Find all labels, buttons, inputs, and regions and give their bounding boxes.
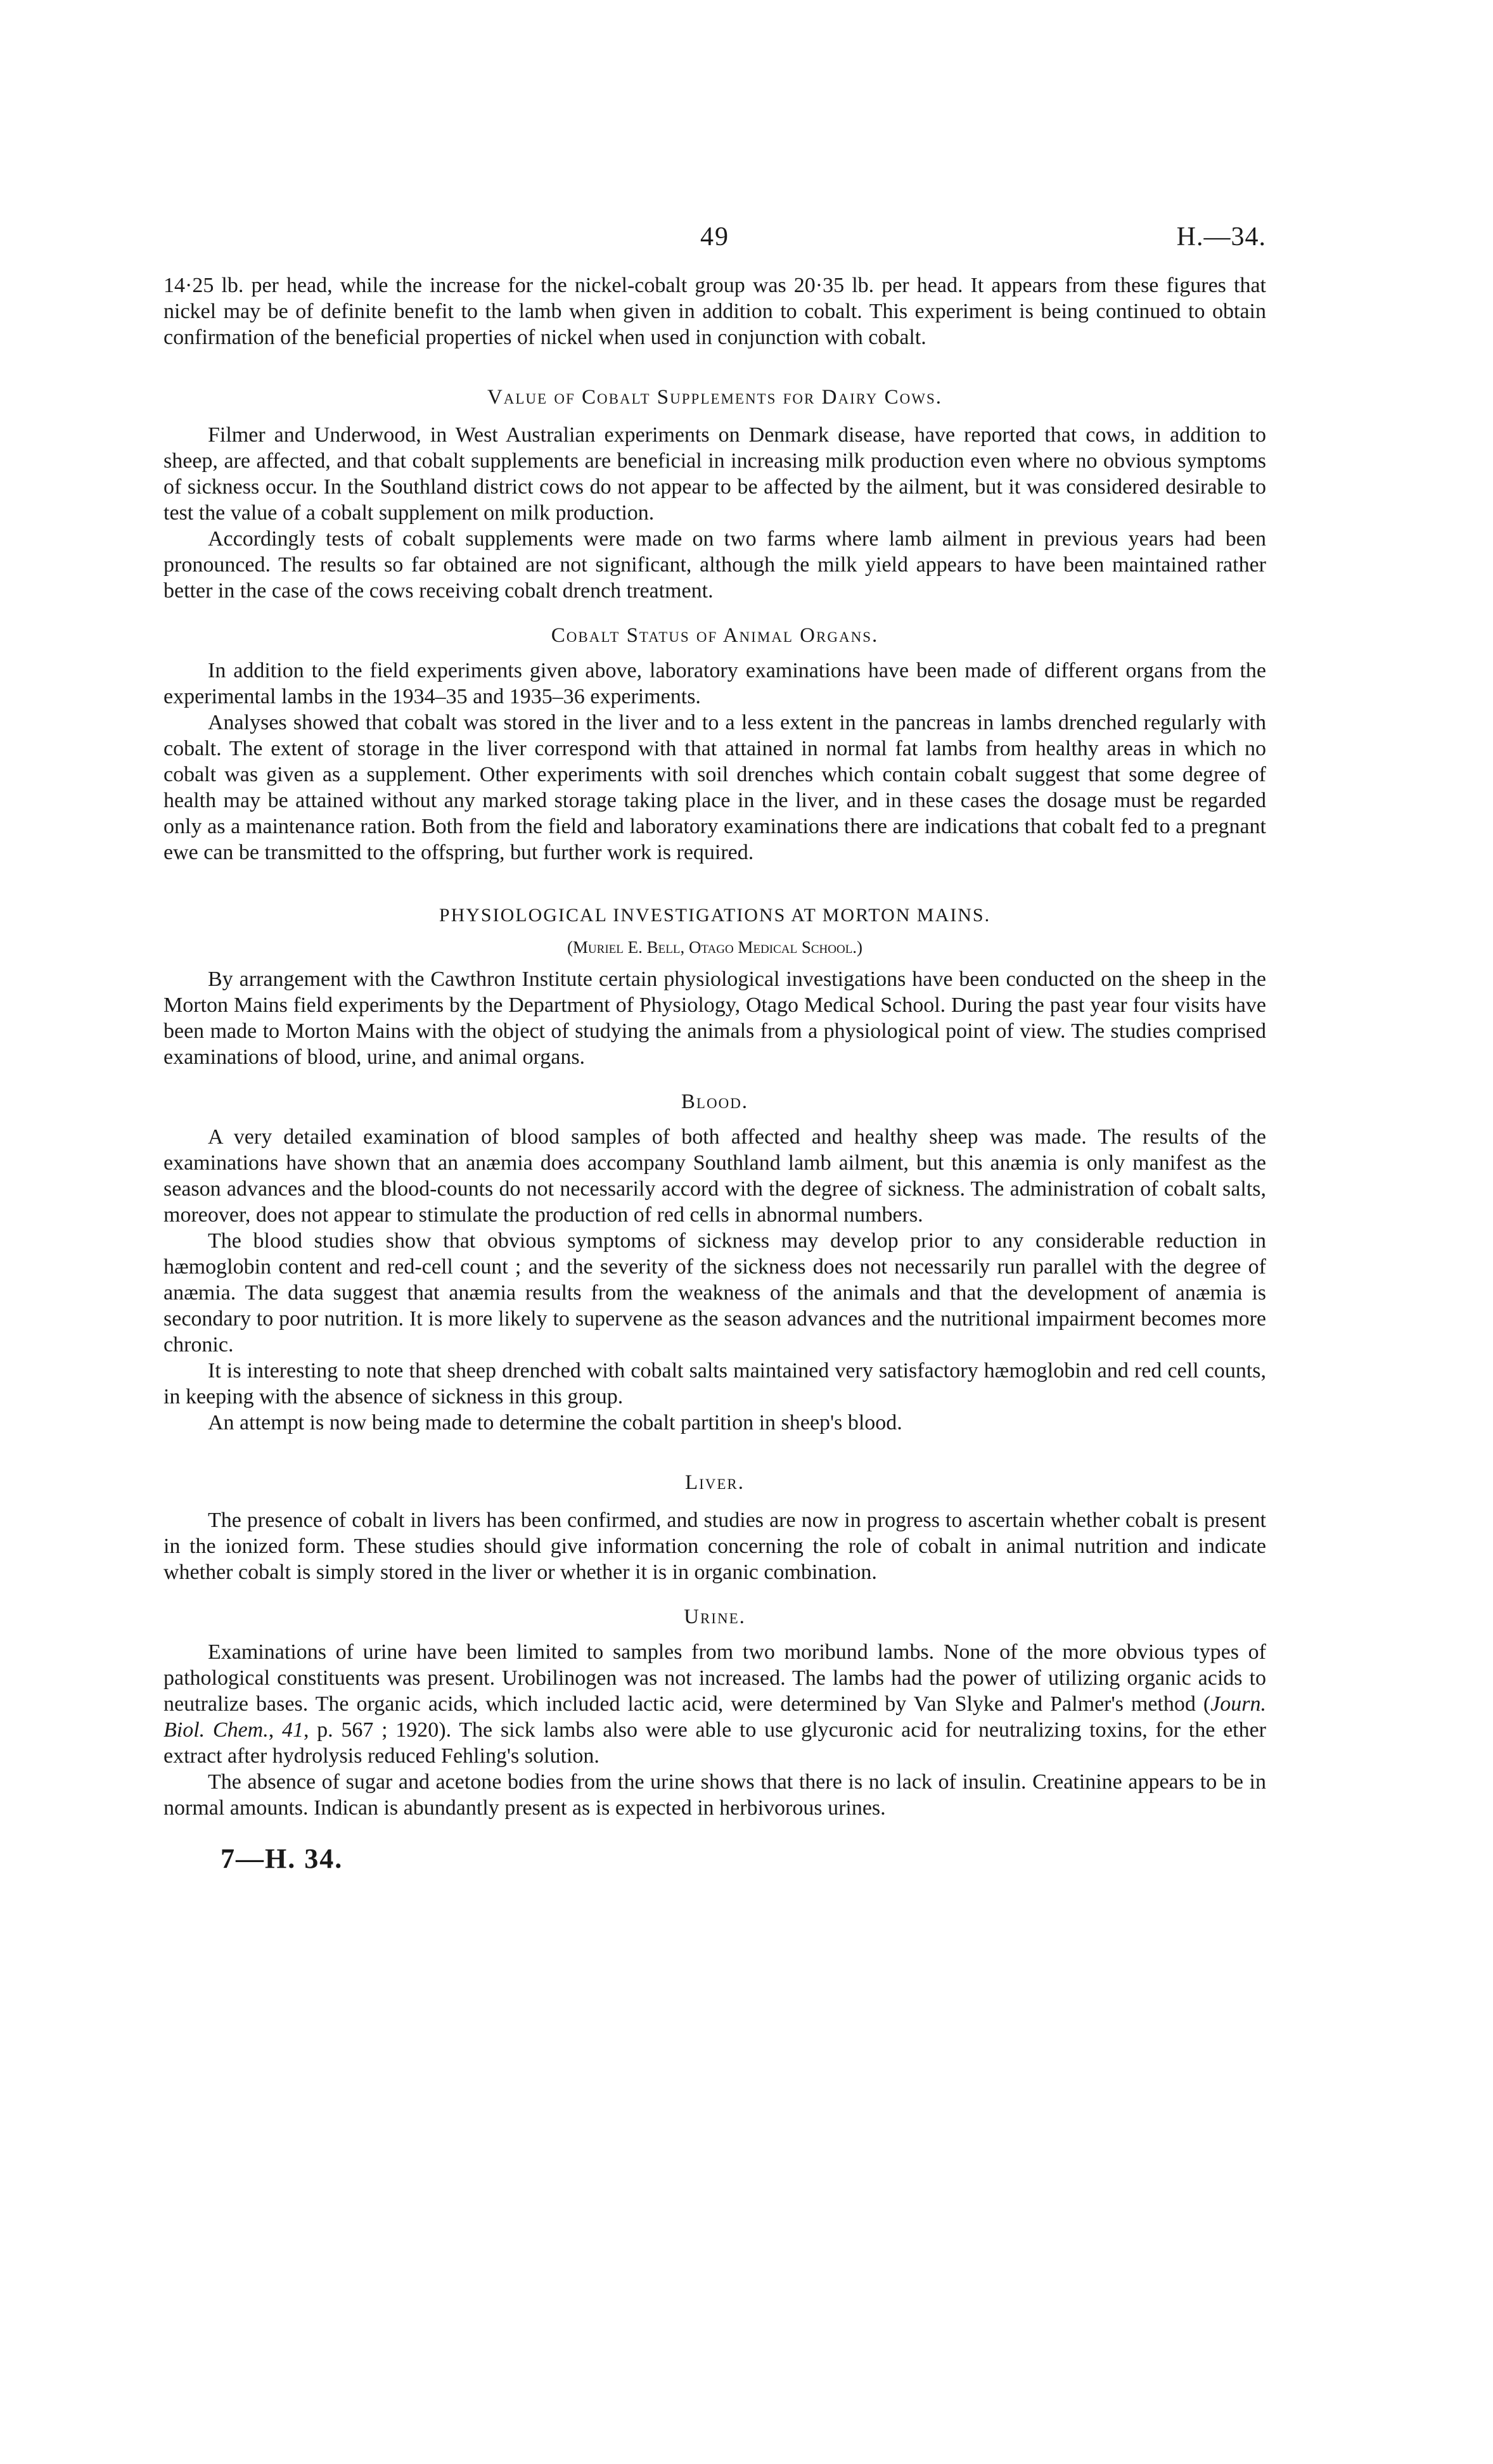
urine-heading: Urine.	[684, 1605, 746, 1628]
dairy-cows-heading: Value of Cobalt Supplements for Dairy Cows.	[487, 386, 943, 409]
blood-heading: Blood.	[681, 1090, 749, 1113]
author-byline: (Muriel E. Bell, Otago Medical School.)	[567, 938, 863, 957]
physiological-investigations-heading: PHYSIOLOGICAL INVESTIGATIONS AT MORTON MAINS.	[439, 905, 991, 926]
organs-paragraph-2: Analyses showed that cobalt was stored in the liver and to a less extent in the pancreas in lambs drenched regularly with cobalt. The extent of storage in the liver correspond with that attained in normal fat lambs from healthy areas in which no cobalt was given as a supplement. Other experiments with soil drenches which contain cobalt suggest that some degree of health may be attained without any marked storage taking place in the liver, and in these cases the dosage must be regarded only as a maintenance ration. Both from the field and laboratory examinations there are indications that cobalt fed to a pregnant ewe can be transmitted to the offspring, but further work is required.	[163, 711, 1266, 864]
running-header	[163, 222, 1266, 272]
intro-paragraph: 14·25 lb. per head, while the increase for the nickel-cobalt group was 20·35 lb. per head. It appears from these figures that nickel may be of definite benefit to the lamb when given in addition to cobalt. This experiment is being continued to obtain confirmation of the beneficial properties of nickel when used in conjunction with cobalt.	[163, 274, 1266, 349]
page-number: 49	[700, 222, 729, 252]
document-page	[163, 222, 1266, 1875]
blood-paragraph-1: A very detailed examination of blood samples of both affected and healthy sheep was made. The results of the examinations have shown that an anæmia does accompany Southland lamb ailment, but this anæmia is only manifest as the season advances and the blood-counts do not necessarily accord with the degree of sickness. The administration of cobalt salts, moreover, does not appear to stimulate the production of red cells in abnormal numbers.	[163, 1125, 1266, 1227]
blood-paragraph-3: It is interesting to note that sheep drenched with cobalt salts maintained very satisfactory hæmoglobin and red cell counts, in keeping with the absence of sickness in this group.	[163, 1359, 1266, 1408]
journal-title: Journ. Biol. Chem.	[163, 1692, 1266, 1742]
blood-paragraph-2: The blood studies show that obvious symptoms of sickness may develop prior to any considerable reduction in hæmoglobin content and red-cell count ; and the severity of the sickness does not necessarily run parallel with the degree of anæmia. The data suggest that anæmia results from the weakness of the animals and that the development of anæmia is secondary to poor nutrition. It is more likely to supervene as the season advances and the nutritional impairment becomes more chronic.	[163, 1229, 1266, 1356]
journal-volume: 41	[281, 1718, 304, 1742]
urine-paragraph-1	[163, 1639, 1266, 1769]
urine-paragraph-2: The absence of sugar and acetone bodies from the urine shows that there is no lack of insulin. Creatinine appears to be in normal amounts. Indican is abundantly present as is expected in herbivorous urines.	[163, 1770, 1266, 1820]
physiology-paragraph: By arrangement with the Cawthron Institute certain physiological investigations have been conducted on the sheep in the Morton Mains field experiments by the Department of Physiology, Otago Medical School. During the past year four visits have been made to Morton Mains with the object of studying the animals from a physiological point of view. The studies comprised examinations of blood, urine, and animal organs.	[163, 967, 1266, 1069]
signature-mark: 7—H. 34.	[221, 1843, 343, 1874]
organs-paragraph-1: In addition to the field experiments given above, laboratory examinations have been made of different organs from the experimental lambs in the 1934–35 and 1935–36 experiments.	[163, 659, 1266, 708]
urine-text-part-1: Examinations of urine have been limited to samples from two moribund lambs. None of the more obvious types of pathological constituents was present. Urobilinogen was not increased. The lambs had the power of utilizing organic acids to neutralize bases. The organic acids, which included lactic acid, were determined by Van Slyke and Palmer's method (	[163, 1640, 1266, 1716]
blood-paragraph-4: An attempt is now being made to determine the cobalt partition in sheep's blood.	[208, 1411, 902, 1434]
dairy-paragraph-2: Accordingly tests of cobalt supplements were made on two farms where lamb ailment in previous years had been pronounced. The results so far obtained are not significant, although the milk yield appears to have been maintained rather better in the case of the cows receiving cobalt drench treatment.	[163, 527, 1266, 603]
animal-organs-heading: Cobalt Status of Animal Organs.	[551, 624, 879, 647]
liver-paragraph: The presence of cobalt in livers has been confirmed, and studies are now in progress to ascertain whether cobalt is present in the ionized form. These studies should give information concerning the role of cobalt in animal nutrition and indicate whether cobalt is simply stored in the liver or whether it is in organic combination.	[163, 1509, 1266, 1584]
citation-separator: ,	[268, 1718, 282, 1742]
dairy-paragraph-1: Filmer and Underwood, in West Australian experiments on Denmark disease, have reported that cows, in addition to sheep, are affected, and that cobalt supplements are beneficial in increasing milk production even where no obvious symptoms of sickness occur. In the Southland district cows do not appear to be affected by the ailment, but it was considered desirable to test the value of a cobalt supplement on milk production.	[163, 423, 1266, 525]
liver-heading: Liver.	[684, 1471, 745, 1494]
urine-text-part-2: , p. 567 ; 1920). The sick lambs also were able to use glycuronic acid for neutralizing toxins, for the ether extract after hydrolysis reduced Fehling's solution.	[163, 1718, 1267, 1768]
document-reference: H.—34.	[1176, 222, 1266, 252]
